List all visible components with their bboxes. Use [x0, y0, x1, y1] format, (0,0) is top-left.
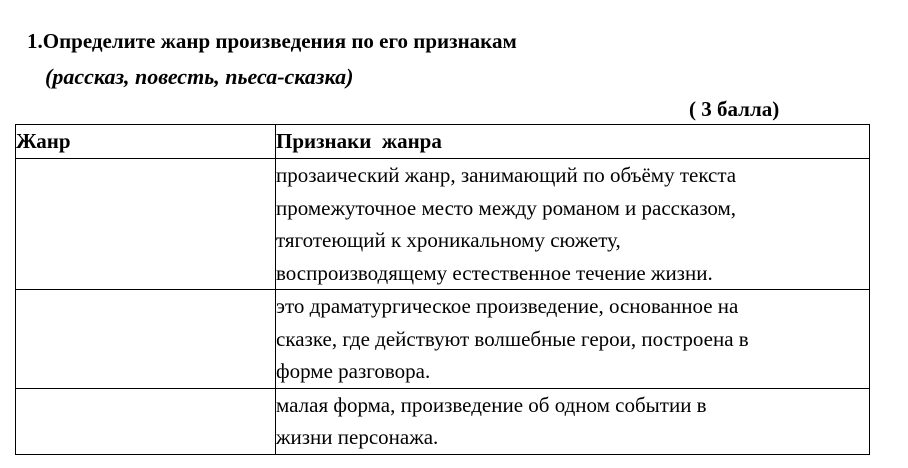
- signs-line: форме разговора.: [276, 359, 431, 383]
- table-row: [16, 290, 870, 389]
- genre-answer-cell-3[interactable]: [16, 388, 276, 454]
- signs-line: малая форма, произведение об одном событии в: [276, 392, 707, 417]
- signs-line: жизни персонажа.: [276, 425, 439, 449]
- task-title: 1.Определите жанр произведения по его признакам: [27, 29, 517, 53]
- score-label: ( 3 балла): [689, 97, 780, 121]
- table-row: [16, 159, 870, 290]
- signs-cell-1: [276, 159, 870, 290]
- signs-cell-2: [276, 290, 870, 389]
- header-signs: Признаки жанра: [276, 125, 870, 159]
- table-header-row: [16, 125, 870, 159]
- signs-line: это драматургическое произведение, основанное на: [276, 294, 739, 318]
- signs-line: тяготеющий к хроникальному сюжету,: [276, 228, 621, 252]
- header-genre: Жанр: [16, 125, 276, 159]
- signs-line: сказке, где действуют волшебные герои, построена в: [276, 326, 749, 351]
- table-row: [16, 388, 870, 454]
- genre-answer-cell-1[interactable]: [16, 159, 276, 290]
- genre-table: [15, 124, 870, 455]
- genre-options: (рассказ, повесть, пьеса-сказка): [45, 64, 354, 89]
- signs-line: воспроизводящему естественное течение жизни.: [276, 260, 713, 285]
- genre-answer-cell-2[interactable]: [16, 290, 276, 389]
- signs-cell-3: [276, 388, 870, 454]
- signs-line: прозаический жанр, занимающий по объёму текста: [276, 163, 737, 187]
- signs-line: промежуточное место между романом и рассказом,: [276, 195, 737, 220]
